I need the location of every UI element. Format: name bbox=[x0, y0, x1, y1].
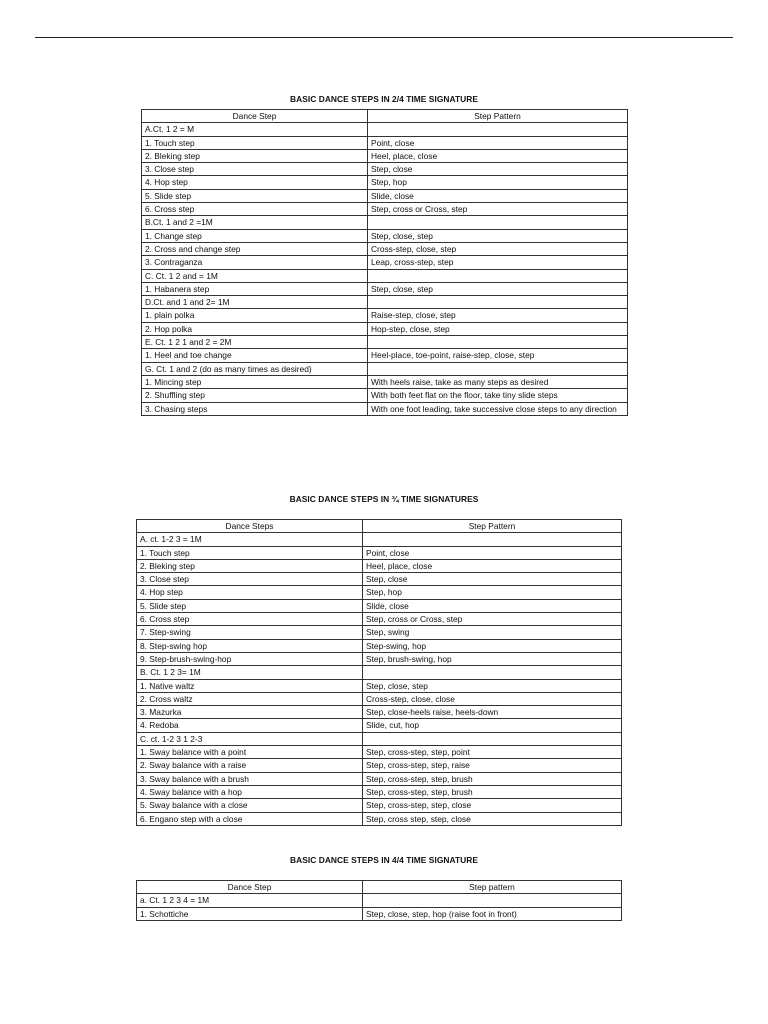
dance-step-cell: 2. Bleking step bbox=[137, 559, 363, 572]
step-pattern-cell: Heel, place, close bbox=[363, 559, 622, 572]
dance-step-cell: B. Ct. 1 2 3= 1M bbox=[137, 666, 363, 679]
step-pattern-cell: Slide, close bbox=[368, 189, 628, 202]
dance-step-cell: 3. Mazurka bbox=[137, 706, 363, 719]
dance-step-cell: 6. Cross step bbox=[142, 203, 368, 216]
dance-step-cell: 4. Sway balance with a hop bbox=[137, 785, 363, 798]
table-row bbox=[137, 533, 622, 546]
dance-step-cell: 1. Native waltz bbox=[137, 679, 363, 692]
dance-step-cell: B.Ct. 1 and 2 =1M bbox=[142, 216, 368, 229]
table-row bbox=[142, 282, 628, 295]
table-row bbox=[142, 229, 628, 242]
step-pattern-cell: Step, close bbox=[363, 573, 622, 586]
table-row bbox=[137, 679, 622, 692]
step-pattern-cell: Step, cross-step, step, raise bbox=[363, 759, 622, 772]
step-pattern-cell bbox=[363, 666, 622, 679]
step-pattern-cell: Step, cross-step, step, point bbox=[363, 746, 622, 759]
dance-step-cell: 8. Step-swing hop bbox=[137, 639, 363, 652]
dance-step-cell: 6. Engano step with a close bbox=[137, 812, 363, 825]
dance-step-cell: 3. Close step bbox=[137, 573, 363, 586]
table-row bbox=[137, 613, 622, 626]
dance-step-cell: E. Ct. 1 2 1 and 2 = 2M bbox=[142, 336, 368, 349]
table-row bbox=[137, 894, 622, 907]
step-pattern-cell: Step, cross step, step, close bbox=[363, 812, 622, 825]
step-pattern-cell: Step, hop bbox=[368, 176, 628, 189]
dance-step-cell: 4. Redoba bbox=[137, 719, 363, 732]
step-pattern-cell: Step, brush-swing, hop bbox=[363, 652, 622, 665]
table-row bbox=[137, 599, 622, 612]
table-row bbox=[142, 256, 628, 269]
step-pattern-cell bbox=[368, 362, 628, 375]
dance-step-cell: 6. Cross step bbox=[137, 613, 363, 626]
dance-step-cell: 1. Schottiche bbox=[137, 907, 363, 920]
dance-step-cell: 2. Cross waltz bbox=[137, 692, 363, 705]
dance-step-cell: 2. Hop polka bbox=[142, 322, 368, 335]
dance-step-cell: 2. Shuffling step bbox=[142, 389, 368, 402]
dance-step-cell: C. ct. 1-2 3 1 2-3 bbox=[137, 732, 363, 745]
table-row bbox=[137, 639, 622, 652]
table-row bbox=[142, 123, 628, 136]
table-row bbox=[142, 402, 628, 415]
dance-step-cell: A.Ct. 1 2 = M bbox=[142, 123, 368, 136]
step-pattern-cell: Step, cross-step, step, brush bbox=[363, 772, 622, 785]
step-pattern-cell: Leap, cross-step, step bbox=[368, 256, 628, 269]
step-pattern-cell: Point, close bbox=[363, 546, 622, 559]
step-pattern-cell bbox=[363, 533, 622, 546]
table-header-row bbox=[142, 110, 628, 123]
step-pattern-cell bbox=[368, 336, 628, 349]
table-row bbox=[142, 362, 628, 375]
section-title-2-4: BASIC DANCE STEPS IN 2/4 TIME SIGNATURE bbox=[290, 94, 478, 104]
step-pattern-cell bbox=[368, 216, 628, 229]
dance-step-cell: 1. Mincing step bbox=[142, 375, 368, 388]
table-row bbox=[142, 375, 628, 388]
dance-step-cell: 1. Change step bbox=[142, 229, 368, 242]
header-step-pattern: Step Pattern bbox=[368, 110, 628, 123]
table-row bbox=[142, 189, 628, 202]
table-row bbox=[137, 652, 622, 665]
dance-step-cell: 1. Touch step bbox=[142, 136, 368, 149]
dance-step-cell: G. Ct. 1 and 2 (do as many times as desired) bbox=[142, 362, 368, 375]
table-row bbox=[137, 586, 622, 599]
table-row bbox=[137, 759, 622, 772]
dance-step-cell: 3. Sway balance with a brush bbox=[137, 772, 363, 785]
table-row bbox=[142, 136, 628, 149]
dance-step-cell: 1. Heel and toe change bbox=[142, 349, 368, 362]
dance-step-cell: 2. Bleking step bbox=[142, 149, 368, 162]
dance-step-cell: 3. Chasing steps bbox=[142, 402, 368, 415]
table-2-4-time bbox=[141, 109, 628, 416]
step-pattern-cell: Step, cross-step, step, brush bbox=[363, 785, 622, 798]
step-pattern-cell: Step, close, step bbox=[368, 282, 628, 295]
step-pattern-cell: Step, close, step bbox=[368, 229, 628, 242]
table-row bbox=[142, 269, 628, 282]
step-pattern-cell bbox=[368, 123, 628, 136]
header-dance-step: Dance Steps bbox=[137, 520, 363, 533]
table-row bbox=[142, 163, 628, 176]
step-pattern-cell: Step, hop bbox=[363, 586, 622, 599]
dance-step-cell: 1. Sway balance with a point bbox=[137, 746, 363, 759]
step-pattern-cell bbox=[363, 894, 622, 907]
step-pattern-cell: Step, close, step, hop (raise foot in front) bbox=[363, 907, 622, 920]
table-row bbox=[142, 309, 628, 322]
dance-step-cell: 1. plain polka bbox=[142, 309, 368, 322]
header-dance-step: Dance Step bbox=[137, 881, 363, 894]
table-row bbox=[137, 706, 622, 719]
table-row bbox=[142, 203, 628, 216]
dance-step-cell: 2. Cross and change step bbox=[142, 242, 368, 255]
step-pattern-cell: Cross-step, close, close bbox=[363, 692, 622, 705]
section-title-3-4: BASIC DANCE STEPS IN ¾ TIME SIGNATURES bbox=[289, 494, 479, 504]
step-pattern-cell: Step-swing, hop bbox=[363, 639, 622, 652]
step-pattern-cell: Step, swing bbox=[363, 626, 622, 639]
step-pattern-cell bbox=[368, 296, 628, 309]
table-row bbox=[137, 772, 622, 785]
dance-step-cell: a. Ct. 1 2 3 4 = 1M bbox=[137, 894, 363, 907]
step-pattern-cell: Step, cross-step, step, close bbox=[363, 799, 622, 812]
step-pattern-cell: Step, cross or Cross, step bbox=[368, 203, 628, 216]
step-pattern-cell: Hop-step, close, step bbox=[368, 322, 628, 335]
table-row bbox=[142, 389, 628, 402]
step-pattern-cell: With heels raise, take as many steps as desired bbox=[368, 375, 628, 388]
table-3-4-time bbox=[136, 519, 622, 826]
table-row bbox=[137, 573, 622, 586]
table-row bbox=[142, 322, 628, 335]
dance-step-cell: 3. Contraganza bbox=[142, 256, 368, 269]
header-step-pattern: Step pattern bbox=[363, 881, 622, 894]
table-row bbox=[137, 746, 622, 759]
table-row bbox=[137, 732, 622, 745]
table-row bbox=[137, 907, 622, 920]
table-row bbox=[142, 296, 628, 309]
dance-step-cell: C. Ct. 1 2 and = 1M bbox=[142, 269, 368, 282]
table-header-row bbox=[137, 520, 622, 533]
step-pattern-cell: Step, cross or Cross, step bbox=[363, 613, 622, 626]
table-header-row bbox=[137, 881, 622, 894]
table-row bbox=[137, 719, 622, 732]
dance-step-cell: 7. Step-swing bbox=[137, 626, 363, 639]
dance-step-cell: 9. Step-brush-swing-hop bbox=[137, 652, 363, 665]
table-row bbox=[137, 785, 622, 798]
dance-step-cell: 1. Touch step bbox=[137, 546, 363, 559]
dance-step-cell: D.Ct. and 1 and 2= 1M bbox=[142, 296, 368, 309]
table-row bbox=[137, 559, 622, 572]
step-pattern-cell bbox=[368, 269, 628, 282]
table-row bbox=[142, 149, 628, 162]
dance-step-cell: 1. Habanera step bbox=[142, 282, 368, 295]
step-pattern-cell: Point, close bbox=[368, 136, 628, 149]
step-pattern-cell: Step, close bbox=[368, 163, 628, 176]
dance-step-cell: 4. Hop step bbox=[142, 176, 368, 189]
table-row bbox=[137, 666, 622, 679]
step-pattern-cell: Step, close-heels raise, heels-down bbox=[363, 706, 622, 719]
table-row bbox=[142, 336, 628, 349]
step-pattern-cell: Slide, cut, hop bbox=[363, 719, 622, 732]
dance-step-cell: 5. Sway balance with a close bbox=[137, 799, 363, 812]
header-step-pattern: Step Pattern bbox=[363, 520, 622, 533]
table-row bbox=[137, 546, 622, 559]
step-pattern-cell: Step, close, step bbox=[363, 679, 622, 692]
dance-step-cell: 5. Slide step bbox=[137, 599, 363, 612]
section-title-4-4: BASIC DANCE STEPS IN 4/4 TIME SIGNATURE bbox=[290, 855, 478, 865]
table-4-4-time bbox=[136, 880, 622, 921]
step-pattern-cell: Slide, close bbox=[363, 599, 622, 612]
step-pattern-cell: With both feet flat on the floor, take tiny slide steps bbox=[368, 389, 628, 402]
step-pattern-cell: Heel, place, close bbox=[368, 149, 628, 162]
table-row bbox=[142, 176, 628, 189]
table-row bbox=[137, 626, 622, 639]
top-rule bbox=[35, 37, 733, 38]
step-pattern-cell: With one foot leading, take successive close steps to any direction bbox=[368, 402, 628, 415]
table-row bbox=[142, 349, 628, 362]
dance-step-cell: 3. Close step bbox=[142, 163, 368, 176]
table-row bbox=[137, 812, 622, 825]
step-pattern-cell: Cross-step, close, step bbox=[368, 242, 628, 255]
step-pattern-cell: Heel-place, toe-point, raise-step, close, step bbox=[368, 349, 628, 362]
step-pattern-cell: Raise-step, close, step bbox=[368, 309, 628, 322]
dance-step-cell: 2. Sway balance with a raise bbox=[137, 759, 363, 772]
table-row bbox=[142, 242, 628, 255]
step-pattern-cell bbox=[363, 732, 622, 745]
table-row bbox=[142, 216, 628, 229]
header-dance-step: Dance Step bbox=[142, 110, 368, 123]
dance-step-cell: 5. Slide step bbox=[142, 189, 368, 202]
dance-step-cell: A. ct. 1-2 3 = 1M bbox=[137, 533, 363, 546]
table-row bbox=[137, 799, 622, 812]
dance-step-cell: 4. Hop step bbox=[137, 586, 363, 599]
table-row bbox=[137, 692, 622, 705]
